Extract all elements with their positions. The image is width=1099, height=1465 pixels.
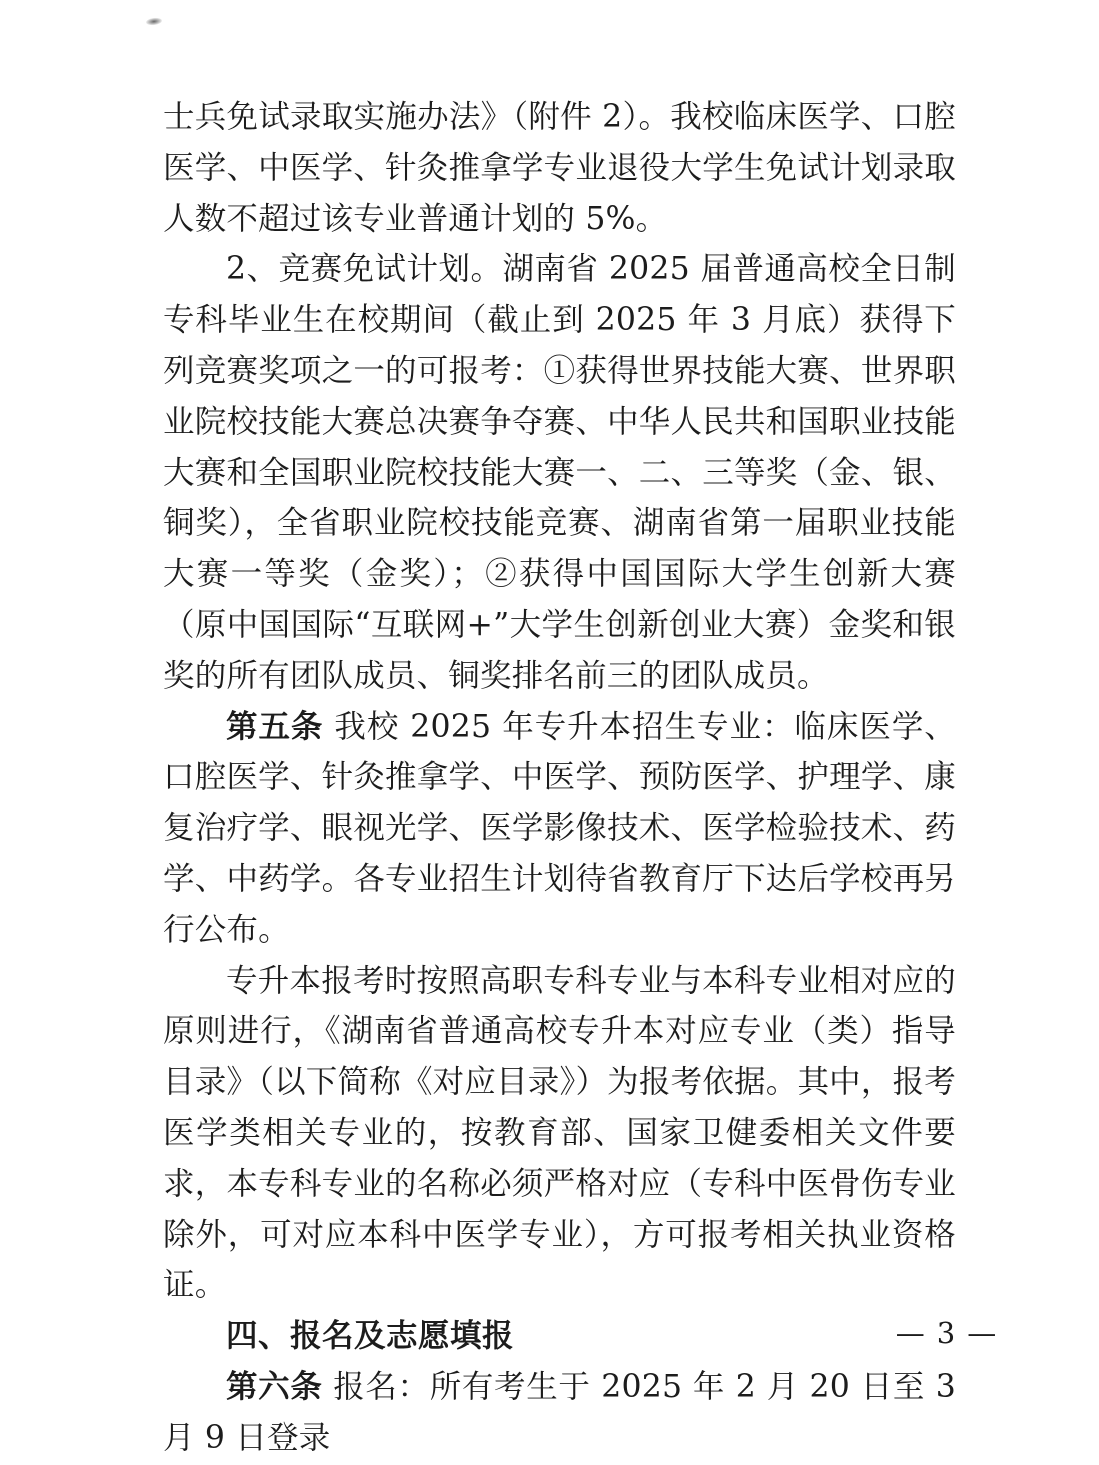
article-five-label: 第五条 bbox=[226, 707, 324, 745]
document-body bbox=[163, 92, 956, 1464]
paragraph-continuation: 士兵免试录取实施办法》（附件 2）。我校临床医学、口腔医学、中医学、针灸推拿学专业退役大学生免试计划录取人数不超过该专业普通计划的 5%。 bbox=[163, 99, 956, 237]
section-heading-registration: 四、报名及志愿填报 bbox=[226, 1317, 515, 1355]
scan-artifact-smudge bbox=[146, 17, 163, 26]
page-number: 3 bbox=[936, 1316, 958, 1350]
article-six-text: 报名：所有考生于 2025 年 2 月 20 日至 3 月 9 日登录 bbox=[163, 1368, 956, 1456]
paragraph-article-six bbox=[163, 1362, 956, 1464]
paragraph-article-five bbox=[163, 702, 956, 956]
page-footer-inner bbox=[896, 1316, 998, 1350]
paragraph-competition-exemption-plan: 2、竞赛免试计划。湖南省 2025 届普通高校全日制专科毕业生在校期间（截止到 2025 年 3 月底）获得下列竞赛奖项之一的可报考：①获得世界技能大赛、世界职业院校技能大赛总决赛争夺赛、中华人民共和国职业技能大赛和全国职业院校技能大赛一、二、三等奖（金、银、铜奖），全省职业院校技能竞赛、湖南省第一届职业技能大赛一等奖（金奖）；②获得中国国际大学生创新大赛（原中国国际“互联网+”大学生创新创业大赛）金奖和银奖的所有团队成员、铜奖排名前三的团队成员。 bbox=[163, 251, 956, 694]
paragraph-major-correspondence: 专升本报考时按照高职专科专业与本科专业相对应的原则进行，《湖南省普通高校专升本对应专业（类）指导目录》（以下简称《对应目录》）为报考依据。其中，报考医学类相关专业的，按教育部、国家卫健委相关文件要求，本专科专业的名称必须严格对应（专科中医骨伤专业除外，可对应本科中医学专业），方可报考相关执业资格证。 bbox=[163, 962, 956, 1304]
footer-dash-right: — bbox=[967, 1316, 999, 1350]
article-six-label: 第六条 bbox=[226, 1367, 323, 1405]
footer-dash-left: — bbox=[895, 1316, 927, 1350]
page-footer bbox=[0, 1316, 1099, 1350]
article-five-text: 我校 2025 年专升本招生专业：临床医学、口腔医学、针灸推拿学、中医学、预防医学、护理学、康复治疗学、眼视光学、医学影像技术、医学检验技术、药学、中药学。各专业招生计划待省教育厅下达后学校再另行公布。 bbox=[163, 708, 956, 948]
